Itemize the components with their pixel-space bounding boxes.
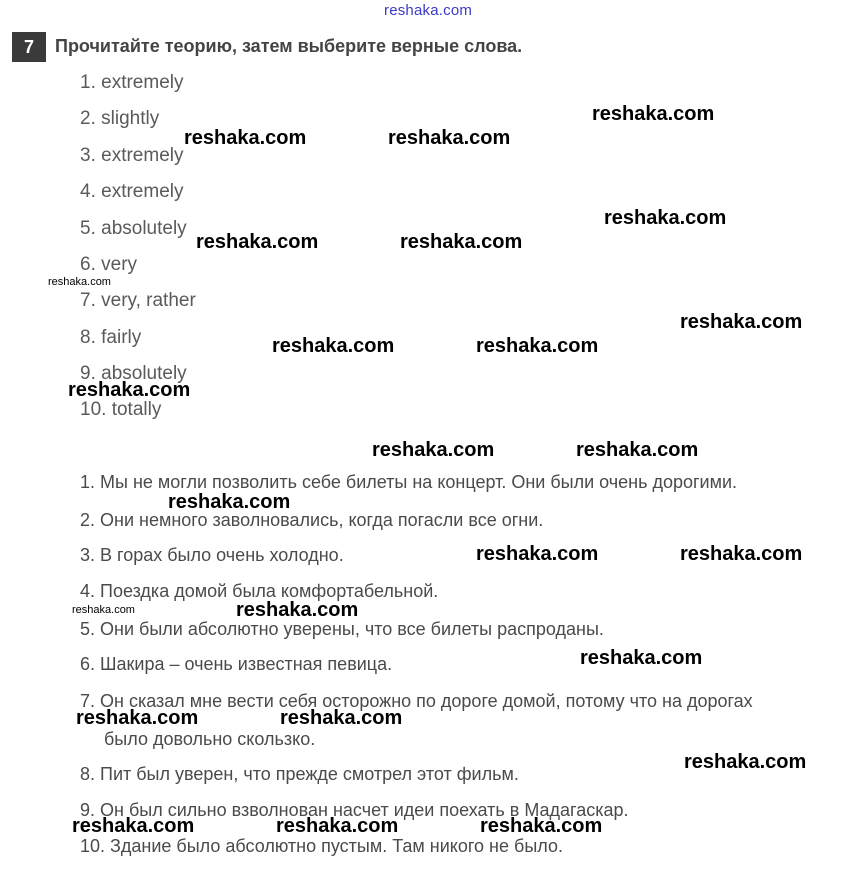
- sentence-item: 5. Они были абсолютно уверены, что все билеты распроданы.: [80, 619, 604, 639]
- watermark: reshaka.com: [680, 543, 803, 565]
- watermark: reshaka.com: [580, 647, 703, 669]
- answer-item: 3. extremely: [80, 145, 184, 166]
- task-title: Прочитайте теорию, затем выберите верные слова.: [55, 36, 523, 56]
- sentence-item: 6. Шакира – очень известная певица.: [80, 654, 393, 674]
- task-number-badge: 7: [12, 32, 46, 62]
- sentence-item: 4. Поездка домой была комфортабельной.: [80, 581, 439, 601]
- watermark: reshaka.com: [276, 815, 399, 837]
- watermark: reshaka.com: [576, 439, 699, 461]
- watermark: reshaka.com: [388, 127, 511, 149]
- sentence-item: 1. Мы не могли позволить себе билеты на концерт. Они были очень дорогими.: [80, 472, 738, 492]
- answer-item: 6. very: [80, 254, 138, 275]
- sentence-item: 10. Здание было абсолютно пустым. Там никого не было.: [80, 836, 563, 856]
- watermark: reshaka.com: [476, 543, 599, 565]
- watermark: reshaka.com: [480, 815, 603, 837]
- answer-item: 7. very, rather: [80, 290, 196, 311]
- answer-item: 2. slightly: [80, 108, 160, 129]
- answer-item: 9. absolutely: [80, 363, 187, 384]
- sentence-item: 2. Они немного заволновались, когда погасли все огни.: [80, 510, 544, 530]
- sentence-item: 8. Пит был уверен, что прежде смотрел этот фильм.: [80, 764, 519, 784]
- watermark: reshaka.com: [280, 707, 403, 729]
- answer-item: 1. extremely: [80, 72, 184, 93]
- watermark: reshaka.com: [184, 127, 307, 149]
- sentence-continuation: было довольно скользко.: [104, 729, 316, 749]
- watermark: reshaka.com: [604, 207, 727, 229]
- sentence-item: 9. Он был сильно взволнован насчет идеи поехать в Мадагаскар.: [80, 800, 629, 820]
- watermark: reshaka.com: [48, 276, 111, 288]
- site-header-link[interactable]: reshaka.com: [384, 2, 473, 19]
- sentence-item: 3. В горах было очень холодно.: [80, 545, 344, 565]
- watermark: reshaka.com: [196, 231, 319, 253]
- watermark: reshaka.com: [272, 335, 395, 357]
- answer-item: 10. totally: [80, 399, 162, 420]
- sentence-item: 7. Он сказал мне вести себя осторожно по дороге домой, потому что на дорогах: [80, 691, 753, 711]
- watermark: reshaka.com: [68, 379, 191, 401]
- answer-item: 8. fairly: [80, 327, 142, 348]
- watermark: reshaka.com: [76, 707, 199, 729]
- watermark: reshaka.com: [72, 815, 195, 837]
- watermark: reshaka.com: [372, 439, 495, 461]
- watermark: reshaka.com: [168, 491, 291, 513]
- watermark: reshaka.com: [476, 335, 599, 357]
- watermark: reshaka.com: [236, 599, 359, 621]
- answer-item: 5. absolutely: [80, 218, 187, 239]
- watermark: reshaka.com: [592, 103, 715, 125]
- watermark: reshaka.com: [684, 751, 807, 773]
- watermark: reshaka.com: [400, 231, 523, 253]
- answer-item: 4. extremely: [80, 181, 184, 202]
- watermark: reshaka.com: [680, 311, 803, 333]
- watermark: reshaka.com: [72, 604, 135, 616]
